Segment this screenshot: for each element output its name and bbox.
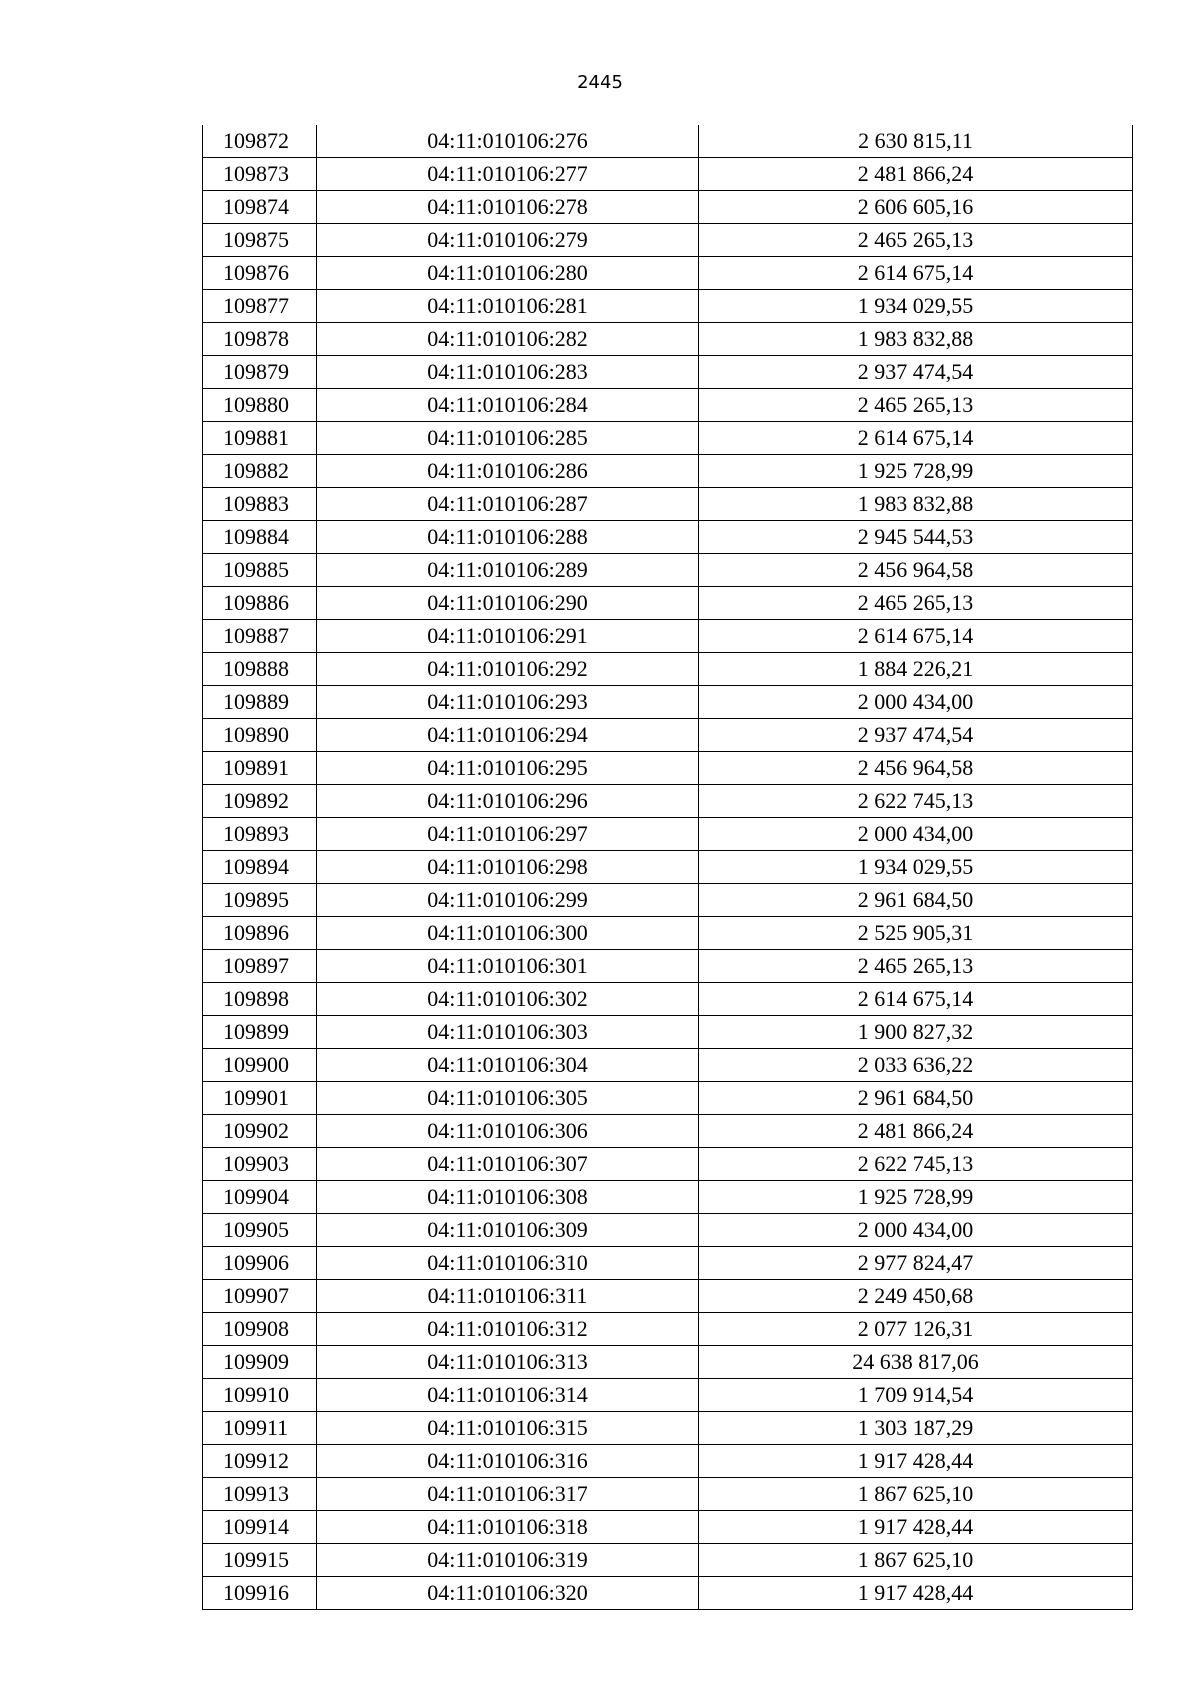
- table-row: [203, 1214, 1133, 1247]
- cadastral-number-cell: 04:11:010106:304: [317, 1049, 699, 1082]
- table-row: [203, 257, 1133, 290]
- row-number-cell: 109873: [203, 158, 317, 191]
- cadastral-value-cell: 2 525 905,31: [699, 917, 1133, 950]
- row-number-cell: 109896: [203, 917, 317, 950]
- row-number-cell: 109906: [203, 1247, 317, 1280]
- table-row: [203, 554, 1133, 587]
- table-row: [203, 1148, 1133, 1181]
- table-row: [203, 125, 1133, 158]
- row-number-cell: 109883: [203, 488, 317, 521]
- cadastral-value-cell: 1 303 187,29: [699, 1412, 1133, 1445]
- cadastral-value-cell: 2 937 474,54: [699, 719, 1133, 752]
- cadastral-value-cell: 2 033 636,22: [699, 1049, 1133, 1082]
- table-row: [203, 818, 1133, 851]
- cadastral-number-cell: 04:11:010106:285: [317, 422, 699, 455]
- table-row: [203, 1445, 1133, 1478]
- table-row: [203, 719, 1133, 752]
- cadastral-value-cell: 1 709 914,54: [699, 1379, 1133, 1412]
- row-number-cell: 109901: [203, 1082, 317, 1115]
- cadastral-number-cell: 04:11:010106:283: [317, 356, 699, 389]
- cadastral-number-cell: 04:11:010106:299: [317, 884, 699, 917]
- row-number-cell: 109902: [203, 1115, 317, 1148]
- cadastral-number-cell: 04:11:010106:315: [317, 1412, 699, 1445]
- cadastral-value-cell: 1 867 625,10: [699, 1544, 1133, 1577]
- table-row: [203, 950, 1133, 983]
- table-row: [203, 1247, 1133, 1280]
- cadastral-value-cell: 2 614 675,14: [699, 620, 1133, 653]
- row-number-cell: 109900: [203, 1049, 317, 1082]
- row-number-cell: 109886: [203, 587, 317, 620]
- cadastral-value-cell: 1 934 029,55: [699, 290, 1133, 323]
- row-number-cell: 109882: [203, 455, 317, 488]
- cadastral-value-cell: 2 606 605,16: [699, 191, 1133, 224]
- row-number-cell: 109905: [203, 1214, 317, 1247]
- cadastral-number-cell: 04:11:010106:279: [317, 224, 699, 257]
- table-row: [203, 1412, 1133, 1445]
- row-number-cell: 109875: [203, 224, 317, 257]
- cadastral-value-cell: 2 630 815,11: [699, 125, 1133, 158]
- table-row: [203, 158, 1133, 191]
- cadastral-value-cell: 2 614 675,14: [699, 422, 1133, 455]
- row-number-cell: 109878: [203, 323, 317, 356]
- row-number-cell: 109912: [203, 1445, 317, 1478]
- row-number-cell: 109893: [203, 818, 317, 851]
- cadastral-number-cell: 04:11:010106:282: [317, 323, 699, 356]
- cadastral-value-cell: 2 000 434,00: [699, 1214, 1133, 1247]
- row-number-cell: 109888: [203, 653, 317, 686]
- row-number-cell: 109891: [203, 752, 317, 785]
- cadastral-number-cell: 04:11:010106:288: [317, 521, 699, 554]
- table-row: [203, 1181, 1133, 1214]
- table-row: [203, 356, 1133, 389]
- row-number-cell: 109895: [203, 884, 317, 917]
- cadastral-value-cell: 2 000 434,00: [699, 686, 1133, 719]
- table-row: [203, 455, 1133, 488]
- row-number-cell: 109907: [203, 1280, 317, 1313]
- table-row: [203, 1478, 1133, 1511]
- cadastral-number-cell: 04:11:010106:277: [317, 158, 699, 191]
- table-row: [203, 1511, 1133, 1544]
- row-number-cell: 109911: [203, 1412, 317, 1445]
- row-number-cell: 109881: [203, 422, 317, 455]
- cadastral-number-cell: 04:11:010106:287: [317, 488, 699, 521]
- table-row: [203, 1280, 1133, 1313]
- table-row: [203, 620, 1133, 653]
- table-row: [203, 1544, 1133, 1577]
- cadastral-number-cell: 04:11:010106:316: [317, 1445, 699, 1478]
- cadastral-number-cell: 04:11:010106:305: [317, 1082, 699, 1115]
- cadastral-value-cell: 2 937 474,54: [699, 356, 1133, 389]
- cadastral-value-cell: 2 077 126,31: [699, 1313, 1133, 1346]
- cadastral-value-cell: 2 249 450,68: [699, 1280, 1133, 1313]
- table-row: [203, 323, 1133, 356]
- table-row: [203, 752, 1133, 785]
- page-number: 2445: [577, 72, 623, 93]
- row-number-cell: 109890: [203, 719, 317, 752]
- cadastral-number-cell: 04:11:010106:317: [317, 1478, 699, 1511]
- row-number-cell: 109879: [203, 356, 317, 389]
- row-number-cell: 109898: [203, 983, 317, 1016]
- row-number-cell: 109885: [203, 554, 317, 587]
- row-number-cell: 109889: [203, 686, 317, 719]
- cadastral-number-cell: 04:11:010106:289: [317, 554, 699, 587]
- cadastral-number-cell: 04:11:010106:281: [317, 290, 699, 323]
- cadastral-value-cell: 2 465 265,13: [699, 950, 1133, 983]
- row-number-cell: 109915: [203, 1544, 317, 1577]
- cadastral-number-cell: 04:11:010106:301: [317, 950, 699, 983]
- cadastral-value-cell: 1 917 428,44: [699, 1577, 1133, 1610]
- cadastral-number-cell: 04:11:010106:276: [317, 125, 699, 158]
- cadastral-value-cell: 2 465 265,13: [699, 389, 1133, 422]
- cadastral-value-cell: 1 983 832,88: [699, 323, 1133, 356]
- row-number-cell: 109874: [203, 191, 317, 224]
- row-number-cell: 109910: [203, 1379, 317, 1412]
- table-row: [203, 1577, 1133, 1610]
- cadastral-number-cell: 04:11:010106:320: [317, 1577, 699, 1610]
- cadastral-number-cell: 04:11:010106:313: [317, 1346, 699, 1379]
- table-row: [203, 686, 1133, 719]
- row-number-cell: 109884: [203, 521, 317, 554]
- cadastral-number-cell: 04:11:010106:280: [317, 257, 699, 290]
- row-number-cell: 109877: [203, 290, 317, 323]
- table-body: [203, 125, 1133, 1610]
- table-row: [203, 488, 1133, 521]
- cadastral-value-cell: 1 925 728,99: [699, 455, 1133, 488]
- row-number-cell: 109913: [203, 1478, 317, 1511]
- cadastral-value-cell: 2 456 964,58: [699, 752, 1133, 785]
- table-row: [203, 1379, 1133, 1412]
- cadastral-number-cell: 04:11:010106:312: [317, 1313, 699, 1346]
- table-row: [203, 521, 1133, 554]
- table-row: [203, 917, 1133, 950]
- table-row: [203, 653, 1133, 686]
- cadastral-value-cell: 2 622 745,13: [699, 1148, 1133, 1181]
- table-row: [203, 1313, 1133, 1346]
- cadastral-value-cell: 1 867 625,10: [699, 1478, 1133, 1511]
- row-number-cell: 109876: [203, 257, 317, 290]
- table-row: [203, 290, 1133, 323]
- cadastral-number-cell: 04:11:010106:307: [317, 1148, 699, 1181]
- cadastral-value-table: [202, 125, 1133, 1610]
- cadastral-value-cell: 2 945 544,53: [699, 521, 1133, 554]
- table-row: [203, 851, 1133, 884]
- table-row: [203, 1016, 1133, 1049]
- table-row: [203, 1346, 1133, 1379]
- row-number-cell: 109916: [203, 1577, 317, 1610]
- table-row: [203, 884, 1133, 917]
- cadastral-number-cell: 04:11:010106:294: [317, 719, 699, 752]
- table-row: [203, 983, 1133, 1016]
- table-row: [203, 422, 1133, 455]
- row-number-cell: 109903: [203, 1148, 317, 1181]
- cadastral-number-cell: 04:11:010106:300: [317, 917, 699, 950]
- cadastral-number-cell: 04:11:010106:302: [317, 983, 699, 1016]
- cadastral-number-cell: 04:11:010106:297: [317, 818, 699, 851]
- cadastral-number-cell: 04:11:010106:278: [317, 191, 699, 224]
- cadastral-value-cell: 1 983 832,88: [699, 488, 1133, 521]
- row-number-cell: 109908: [203, 1313, 317, 1346]
- cadastral-value-cell: 24 638 817,06: [699, 1346, 1133, 1379]
- row-number-cell: 109887: [203, 620, 317, 653]
- row-number-cell: 109892: [203, 785, 317, 818]
- cadastral-number-cell: 04:11:010106:292: [317, 653, 699, 686]
- table-row: [203, 1049, 1133, 1082]
- cadastral-value-cell: 1 884 226,21: [699, 653, 1133, 686]
- table-row: [203, 785, 1133, 818]
- cadastral-value-cell: 2 614 675,14: [699, 257, 1133, 290]
- row-number-cell: 109899: [203, 1016, 317, 1049]
- cadastral-value-cell: 2 481 866,24: [699, 1115, 1133, 1148]
- cadastral-value-cell: 2 961 684,50: [699, 884, 1133, 917]
- table-row: [203, 389, 1133, 422]
- cadastral-value-cell: 2 961 684,50: [699, 1082, 1133, 1115]
- cadastral-number-cell: 04:11:010106:309: [317, 1214, 699, 1247]
- cadastral-number-cell: 04:11:010106:290: [317, 587, 699, 620]
- row-number-cell: 109909: [203, 1346, 317, 1379]
- cadastral-value-cell: 2 465 265,13: [699, 587, 1133, 620]
- cadastral-number-cell: 04:11:010106:318: [317, 1511, 699, 1544]
- cadastral-number-cell: 04:11:010106:284: [317, 389, 699, 422]
- table-row: [203, 1082, 1133, 1115]
- cadastral-number-cell: 04:11:010106:286: [317, 455, 699, 488]
- table-row: [203, 191, 1133, 224]
- cadastral-number-cell: 04:11:010106:298: [317, 851, 699, 884]
- cadastral-value-cell: 1 900 827,32: [699, 1016, 1133, 1049]
- cadastral-number-cell: 04:11:010106:311: [317, 1280, 699, 1313]
- row-number-cell: 109904: [203, 1181, 317, 1214]
- cadastral-value-cell: 1 917 428,44: [699, 1511, 1133, 1544]
- cadastral-number-cell: 04:11:010106:319: [317, 1544, 699, 1577]
- cadastral-value-cell: 2 977 824,47: [699, 1247, 1133, 1280]
- cadastral-number-cell: 04:11:010106:306: [317, 1115, 699, 1148]
- cadastral-value-cell: 2 622 745,13: [699, 785, 1133, 818]
- table-row: [203, 224, 1133, 257]
- cadastral-number-cell: 04:11:010106:314: [317, 1379, 699, 1412]
- cadastral-number-cell: 04:11:010106:291: [317, 620, 699, 653]
- cadastral-number-cell: 04:11:010106:293: [317, 686, 699, 719]
- row-number-cell: 109897: [203, 950, 317, 983]
- cadastral-value-cell: 1 925 728,99: [699, 1181, 1133, 1214]
- cadastral-value-cell: 2 456 964,58: [699, 554, 1133, 587]
- cadastral-value-cell: 2 000 434,00: [699, 818, 1133, 851]
- cadastral-number-cell: 04:11:010106:295: [317, 752, 699, 785]
- row-number-cell: 109872: [203, 125, 317, 158]
- table-row: [203, 1115, 1133, 1148]
- row-number-cell: 109894: [203, 851, 317, 884]
- row-number-cell: 109880: [203, 389, 317, 422]
- cadastral-value-cell: 2 614 675,14: [699, 983, 1133, 1016]
- cadastral-value-cell: 2 481 866,24: [699, 158, 1133, 191]
- table-row: [203, 587, 1133, 620]
- cadastral-number-cell: 04:11:010106:308: [317, 1181, 699, 1214]
- cadastral-number-cell: 04:11:010106:310: [317, 1247, 699, 1280]
- cadastral-value-cell: 2 465 265,13: [699, 224, 1133, 257]
- row-number-cell: 109914: [203, 1511, 317, 1544]
- cadastral-number-cell: 04:11:010106:303: [317, 1016, 699, 1049]
- cadastral-number-cell: 04:11:010106:296: [317, 785, 699, 818]
- cadastral-value-cell: 1 917 428,44: [699, 1445, 1133, 1478]
- cadastral-value-cell: 1 934 029,55: [699, 851, 1133, 884]
